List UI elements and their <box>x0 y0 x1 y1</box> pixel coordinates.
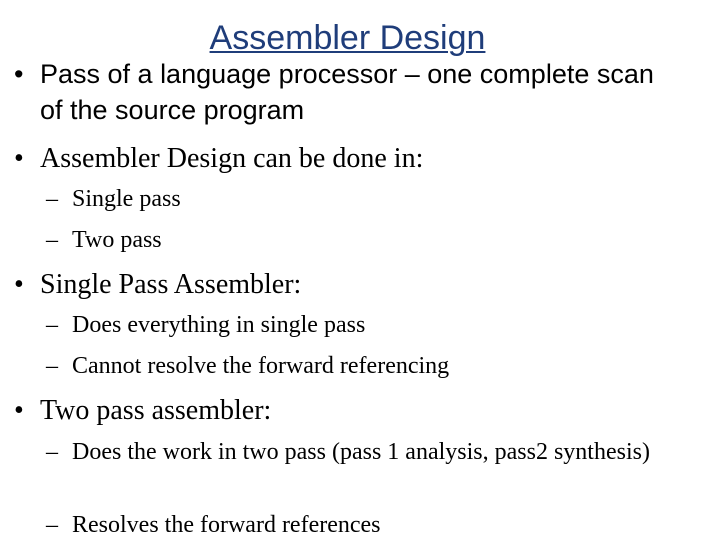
bullet-marker: • <box>14 59 24 89</box>
bullet-marker: • <box>14 269 24 300</box>
sub-item-two-pass <box>46 223 686 257</box>
sub-item-cannot-resolve <box>46 349 686 383</box>
bullet-marker: • <box>14 143 24 174</box>
sub-bullet-marker: – <box>46 512 58 538</box>
bullet-text: Pass of a language processor – one complete scan of the source program <box>40 59 654 125</box>
sub-item-single-pass <box>46 182 686 216</box>
bullet-text: Two pass assembler: <box>40 395 272 426</box>
sub-bullet-marker: – <box>46 353 58 379</box>
sub-item-text: Single pass <box>72 186 181 212</box>
bullet-text: Assembler Design can be done in: <box>40 143 424 174</box>
bullet-marker: • <box>14 395 24 426</box>
sub-bullet-marker: – <box>46 312 58 338</box>
bullet-item-two-pass-assembler <box>14 394 674 428</box>
sub-item-text: Resolves the forward references <box>72 512 381 538</box>
slide-title: Assembler Design <box>209 19 486 57</box>
sub-item-resolves-forward-references <box>46 508 686 542</box>
bullet-item-assembler-design <box>14 142 674 176</box>
sub-item-text: Does the work in two pass (pass 1 analysis, pass2 synthesis) <box>72 439 650 465</box>
sub-bullet-marker: – <box>46 227 58 253</box>
sub-bullet-marker: – <box>46 186 58 212</box>
bullet-item-single-pass-assembler <box>14 268 674 302</box>
sub-item-text: Does everything in single pass <box>72 312 366 338</box>
sub-item-does-the-work <box>46 436 666 469</box>
bullet-text: Single Pass Assembler: <box>40 269 302 300</box>
sub-item-text: Two pass <box>72 227 162 253</box>
sub-item-text: Cannot resolve the forward referencing <box>72 353 450 379</box>
sub-bullet-marker: – <box>46 439 58 465</box>
sub-item-does-everything <box>46 308 686 342</box>
bullet-item-pass-definition <box>14 56 654 128</box>
